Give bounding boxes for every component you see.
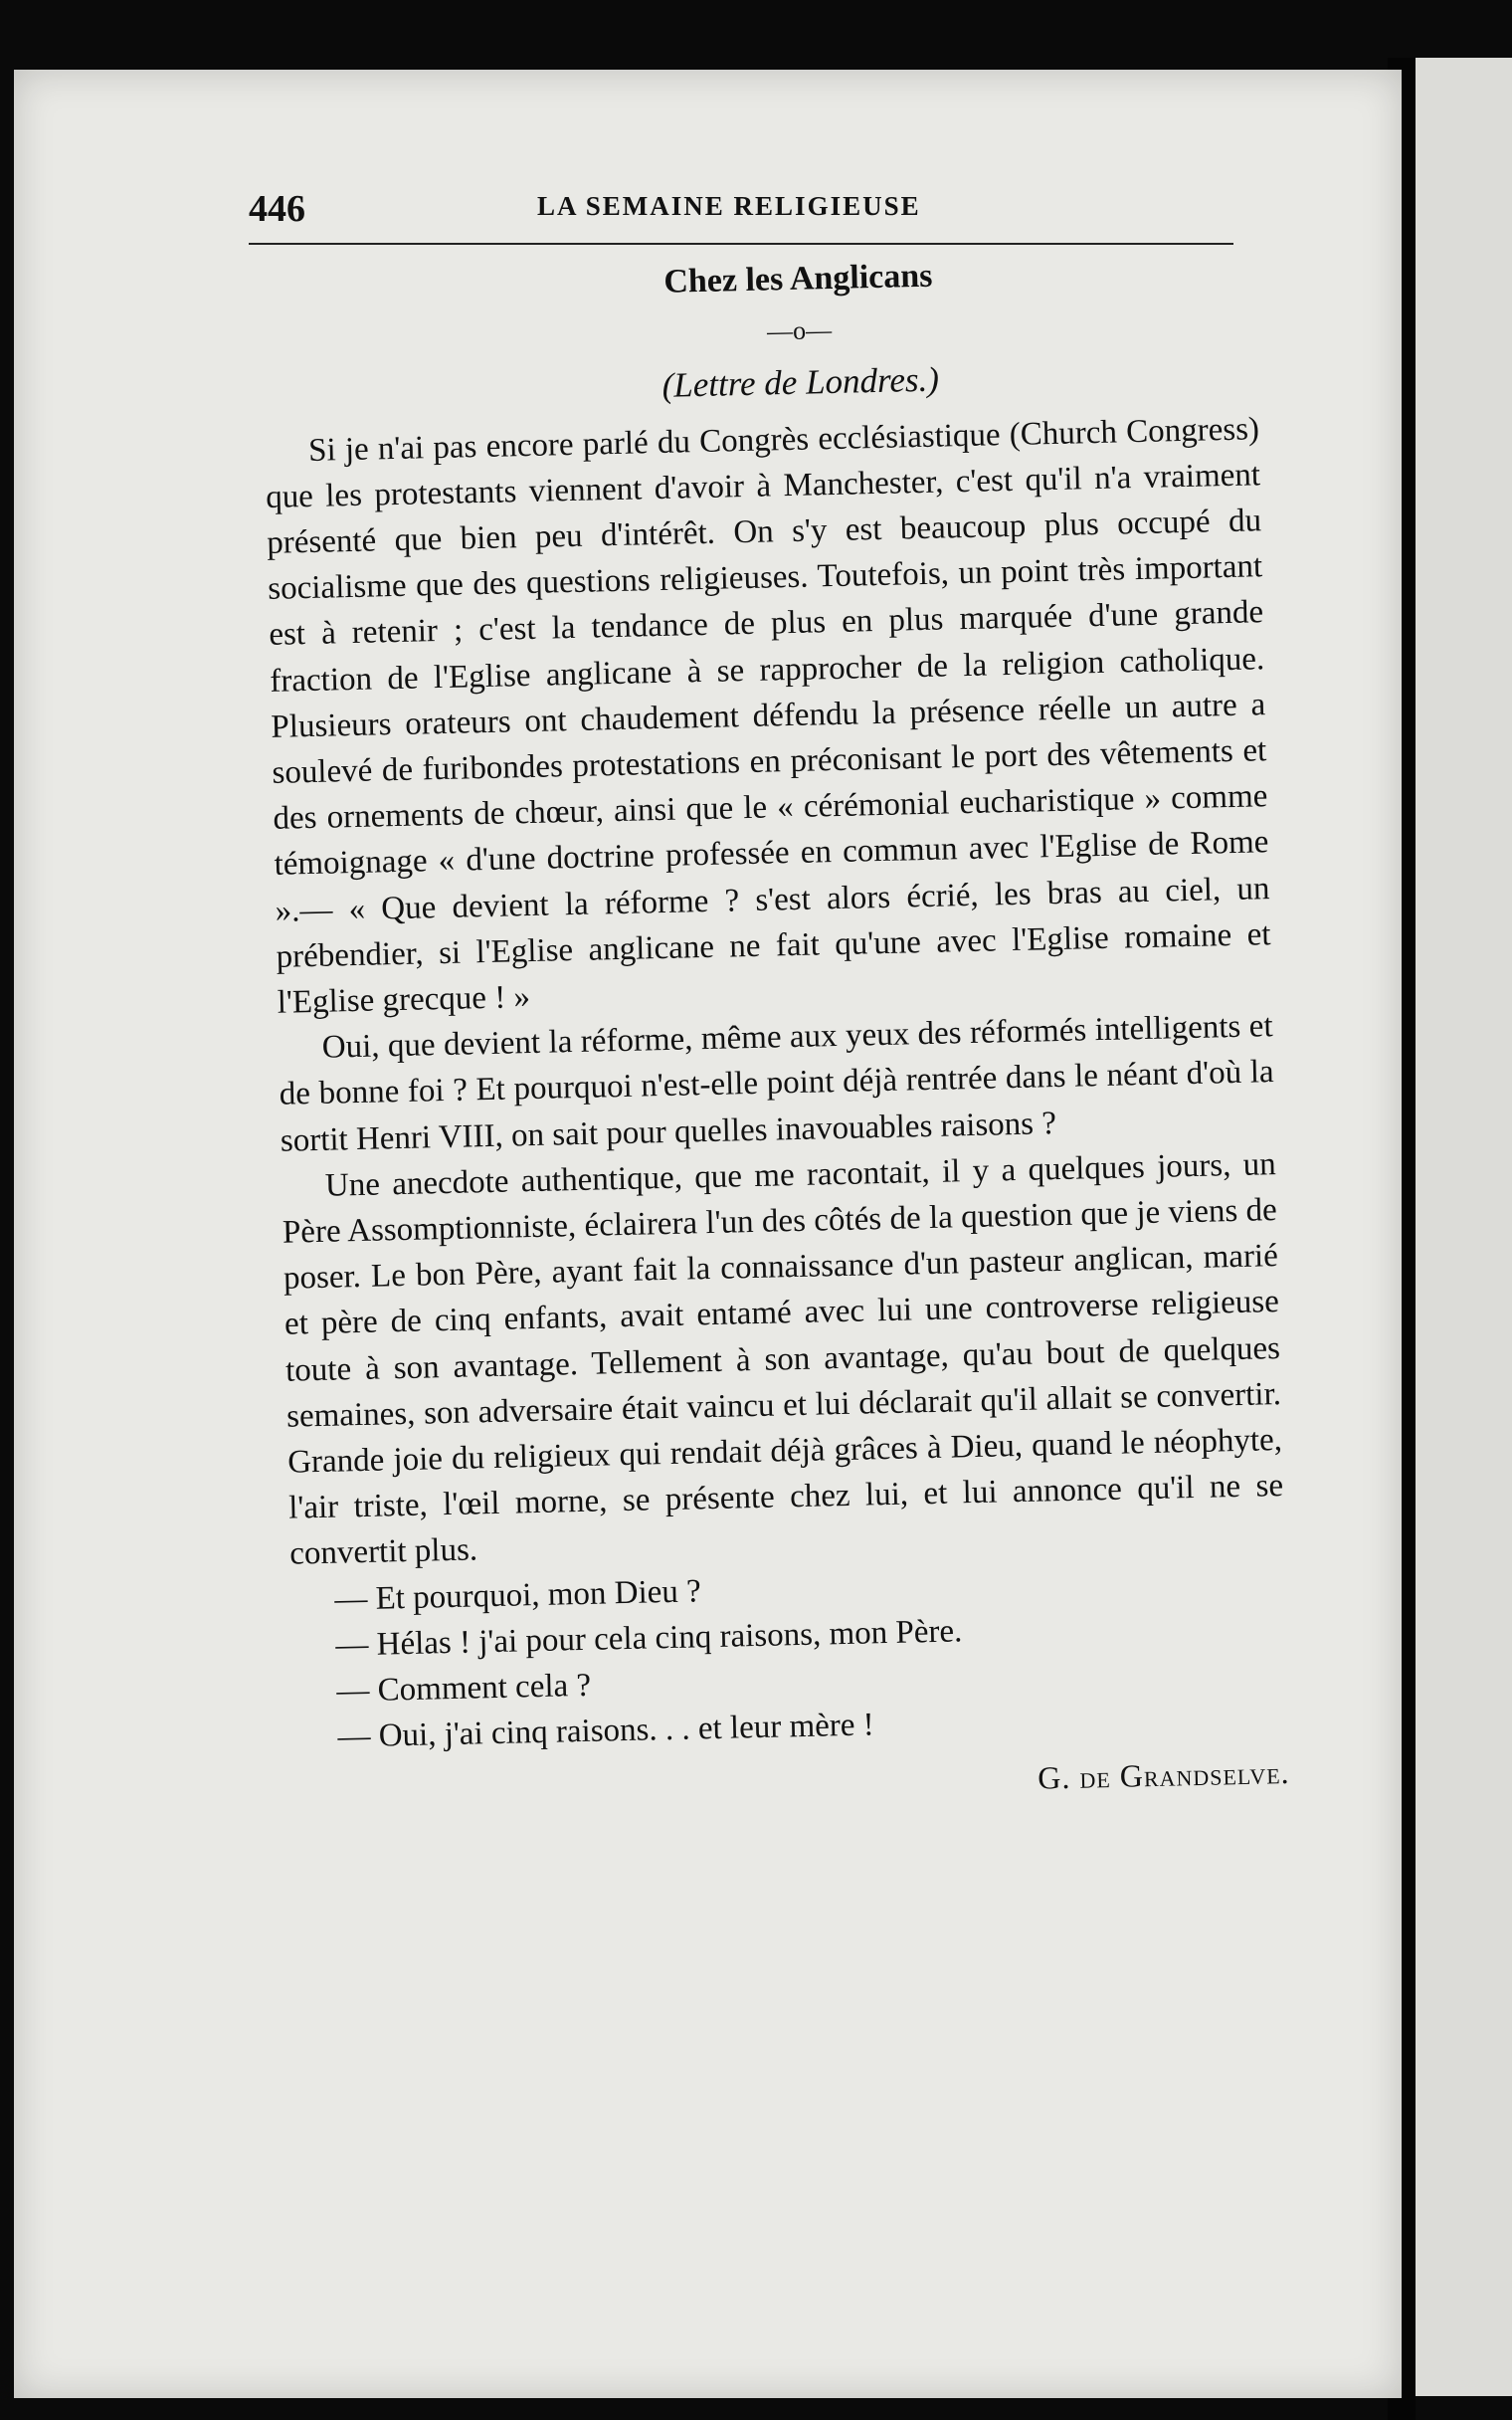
title-ornament: —o— bbox=[766, 315, 833, 346]
paragraph: Oui, que devient la réforme, même aux yeux des réformés intelligents et de bonne foi ? Et pourquoi n'est-elle point déjà rentrée dans le néant d'où la sortit Henri VIII, on sait pour quelles inavouables raisons ? bbox=[279, 1008, 1274, 1159]
header-rule bbox=[249, 243, 1233, 245]
article bbox=[261, 246, 1290, 1817]
dialogue-line: — Hélas ! j'ai pour cela cinq raisons, mon Père. bbox=[334, 1613, 963, 1664]
dialogue-line: — Comment cela ? bbox=[336, 1667, 592, 1710]
running-title: LA SEMAINE RELIGIEUSE bbox=[537, 191, 921, 221]
facing-page-edge bbox=[1413, 58, 1512, 2396]
author-signature: G. de Grandselve. bbox=[1037, 1753, 1290, 1796]
page-number: 446 bbox=[249, 188, 305, 230]
dialogue-line: — Et pourquoi, mon Dieu ? bbox=[333, 1572, 702, 1618]
paragraph: Si je n'ai pas encore parlé du Congrès ecclésiastique (Church Congress) que les protestants viennent d'avoir à Manchester, c'est qu'il n'a vraiment présenté que bien peu d'intérêt. On s'y est beaucoup plus occupé du socialisme que des questions religieuses. Toutefois, un point très important est à retenir ; c'est la tendance de plus en plus marquée d'une grande fraction de l'Eglise anglicane à se rapprocher de la religion catholique. Plusieurs orateurs ont chaudement défendu la présence réelle un autre a soulevé de furibondes protestations en préconisant le port des vêtements et des ornements de chœur, ainsi que le « cérémonial eucharistique » comme témoignage « d'une doctrine professée en commun avec l'Eglise de Rome ».— « Que devient la réforme ? s'est alors écrié, les bras au ciel, un prébendier, si l'Eglise anglicane ne fait qu'une avec l'Eglise romaine et l'Eglise grecque ! » bbox=[265, 410, 1271, 1021]
page-header bbox=[249, 187, 1233, 239]
article-title: Chez les Anglicans bbox=[662, 257, 933, 301]
paragraph: Une anecdote authentique, que me racontait, il y a quelques jours, un Père Assomptionniste, éclairera l'un des côtés de la question que je viens de poser. Le bon Père, ayant fait la connaissance d'un pasteur anglican, marié et père de cinq enfants, avait entamé avec lui une controverse religieuse toute à son avantage. Tellement à son avantage, qu'au bout de quelques semaines, son adversaire était vaincu et lui déclarait qu'il allait se convertir. Grande joie du religieux qui rendait déjà grâces à Dieu, quand le néophyte, l'air triste, l'œil morne, se présente chez lui, et lui annonce qu'il ne se convertit plus. bbox=[282, 1145, 1284, 1573]
dialogue-line: — Oui, j'ai cinq raisons. . . et leur mère ! bbox=[337, 1707, 875, 1755]
article-subtitle: (Lettre de Londres.) bbox=[662, 359, 940, 406]
